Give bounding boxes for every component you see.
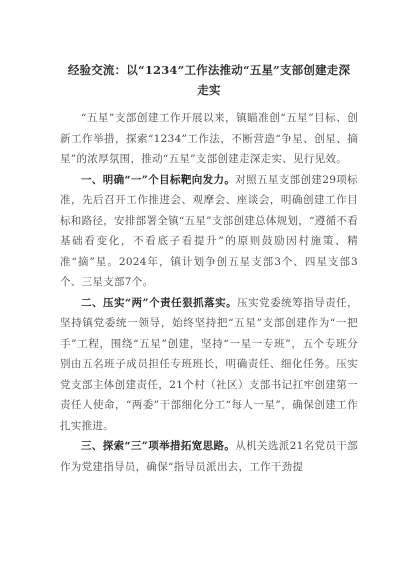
section-3-text: 从机关选派21名党员干部作为党建指导员，确保“指导员派出去，工作干劲提 bbox=[60, 440, 358, 473]
section-1-heading: 一、明确“一”个目标靶向发力。 bbox=[81, 173, 236, 186]
title-line-2: 走实 bbox=[197, 83, 221, 97]
section-2-paragraph bbox=[60, 293, 358, 437]
section-3-heading: 三、探索“三”项举措拓宽思路。 bbox=[81, 440, 236, 452]
document-title bbox=[60, 60, 358, 100]
document-body bbox=[60, 108, 358, 477]
section-1-text: 对照五星支部创建29项标准，先后召开工作推进会、观摩会、座谈会，明确创建工作目标和路径，安排部署全镇“五星”支部创建总体规划，“遵循不看基础看变化，不看底子看提升”的原则鼓励因村施策、精准“摘”星。2024年，镇计划争创五星支部3个、四星支部3个、三星支部7个。 bbox=[60, 173, 358, 288]
intro-paragraph: “五星”支部创建工作开展以来，镇瞄准创“五星”目标、创新工作举措，探索“1234”工作法，不断营造“争星、创星、摘星”的浓厚氛围，推动“五星”支部创建走深走实、见行见效。 bbox=[60, 112, 358, 165]
title-line-1: 经验交流：以“1234”工作法推动“五星”支部创建走深 bbox=[67, 63, 351, 77]
section-1-paragraph bbox=[60, 170, 358, 293]
section-3-paragraph bbox=[60, 436, 358, 477]
section-2-text: 压实党委统筹指导责任，坚持镇党委统一领导，始终坚持把“五星”支部创建作为“一把手”工程，围绕“五星”创建，坚持“一星一专班”，五个专班分别由五名班子成员担任专班班长，明确责任、细化任务。压实党支部主体创建责任，21个村（社区）支部书记扛牢创建第一责任人使命，“两委”干部细化分工“每人一星”，确保创建工作扎实推进。 bbox=[60, 296, 358, 432]
section-2-heading: 二、压实“两”个责任狠抓落实。 bbox=[81, 296, 238, 309]
